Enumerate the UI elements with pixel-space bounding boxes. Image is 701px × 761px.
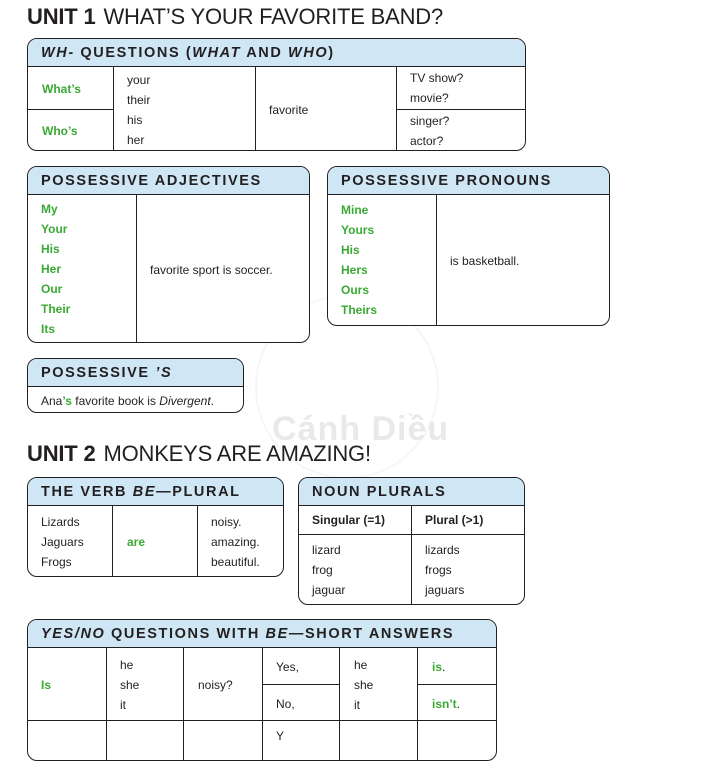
wh-obj-2: singer? actor? xyxy=(410,114,450,148)
unit-1-label: UNIT 1 xyxy=(27,4,96,29)
verb-be-adjectives: noisy. amazing. beautiful. xyxy=(211,515,260,569)
yes-no-next-row-text: Y xyxy=(276,729,285,743)
possessive-adjectives-rest: favorite sport is soccer. xyxy=(150,263,273,277)
wh-questions-box xyxy=(27,38,526,151)
yes-no-isnt-answer: isn’t. xyxy=(432,697,461,711)
watermark-text: Cánh Diều xyxy=(272,410,450,448)
noun-plurals-plural-list: lizards frogs jaguars xyxy=(425,543,465,597)
possessive-s-example: Ana’s favorite book is Divergent. xyxy=(41,394,214,408)
yes-no-questions-box xyxy=(27,619,497,761)
unit-2-label: UNIT 2 xyxy=(27,441,96,466)
noun-plurals-header: NOUN PLURALS xyxy=(299,478,524,506)
yes-no-no: No, xyxy=(276,697,295,711)
wh-questions-header: WH- QUESTIONS (WHAT AND WHO) xyxy=(28,39,525,67)
noun-plurals-col-singular: Singular (=1) xyxy=(312,513,386,527)
possessive-adjectives-header: POSSESSIVE ADJECTIVES xyxy=(28,167,309,195)
noun-plurals-box xyxy=(298,477,525,605)
unit-2-title xyxy=(27,441,371,467)
verb-be-plural-box xyxy=(27,477,284,577)
unit-2-subtitle: MONKEYS ARE AMAZING! xyxy=(103,441,371,466)
possessive-adjectives-box xyxy=(27,166,310,343)
possessive-pronouns-rest: is basketball. xyxy=(450,254,520,268)
possessive-adjectives-list: My Your His Her Our Their Its xyxy=(41,202,71,336)
wh-favorite: favorite xyxy=(269,103,309,117)
possessive-s-header: POSSESSIVE ’S xyxy=(28,359,243,387)
wh-pron-1: your their xyxy=(127,73,151,107)
yes-no-noisy: noisy? xyxy=(198,678,233,692)
wh-pron-2: his her xyxy=(127,113,145,147)
yes-no-questions-header: YES/NO QUESTIONS WITH BE—SHORT ANSWERS xyxy=(28,620,496,648)
yes-no-yes: Yes, xyxy=(276,660,299,674)
yes-no-subjects-answer: he she it xyxy=(354,658,374,712)
wh-q-whos: Who’s xyxy=(42,124,78,138)
unit-1-title xyxy=(27,4,443,30)
possessive-s-box xyxy=(27,358,244,413)
possessive-pronouns-list: Mine Yours His Hers Ours Theirs xyxy=(341,203,378,317)
possessive-pronouns-header: POSSESSIVE PRONOUNS xyxy=(328,167,609,195)
noun-plurals-singular-list: lizard frog jaguar xyxy=(312,543,346,597)
yes-no-subjects: he she it xyxy=(120,658,140,712)
wh-obj-1: TV show? movie? xyxy=(410,71,464,105)
yes-no-is-answer: is. xyxy=(432,660,446,674)
wh-q-whats: What’s xyxy=(42,82,81,96)
yes-no-is: Is xyxy=(41,678,52,692)
possessive-pronouns-box xyxy=(327,166,610,326)
verb-be-subjects: Lizards Jaguars Frogs xyxy=(41,515,84,569)
noun-plurals-col-plural: Plural (>1) xyxy=(425,513,484,527)
verb-be-are: are xyxy=(127,535,146,549)
unit-1-subtitle: WHAT’S YOUR FAVORITE BAND? xyxy=(103,4,444,29)
verb-be-plural-header: THE VERB BE—PLURAL xyxy=(28,478,283,506)
